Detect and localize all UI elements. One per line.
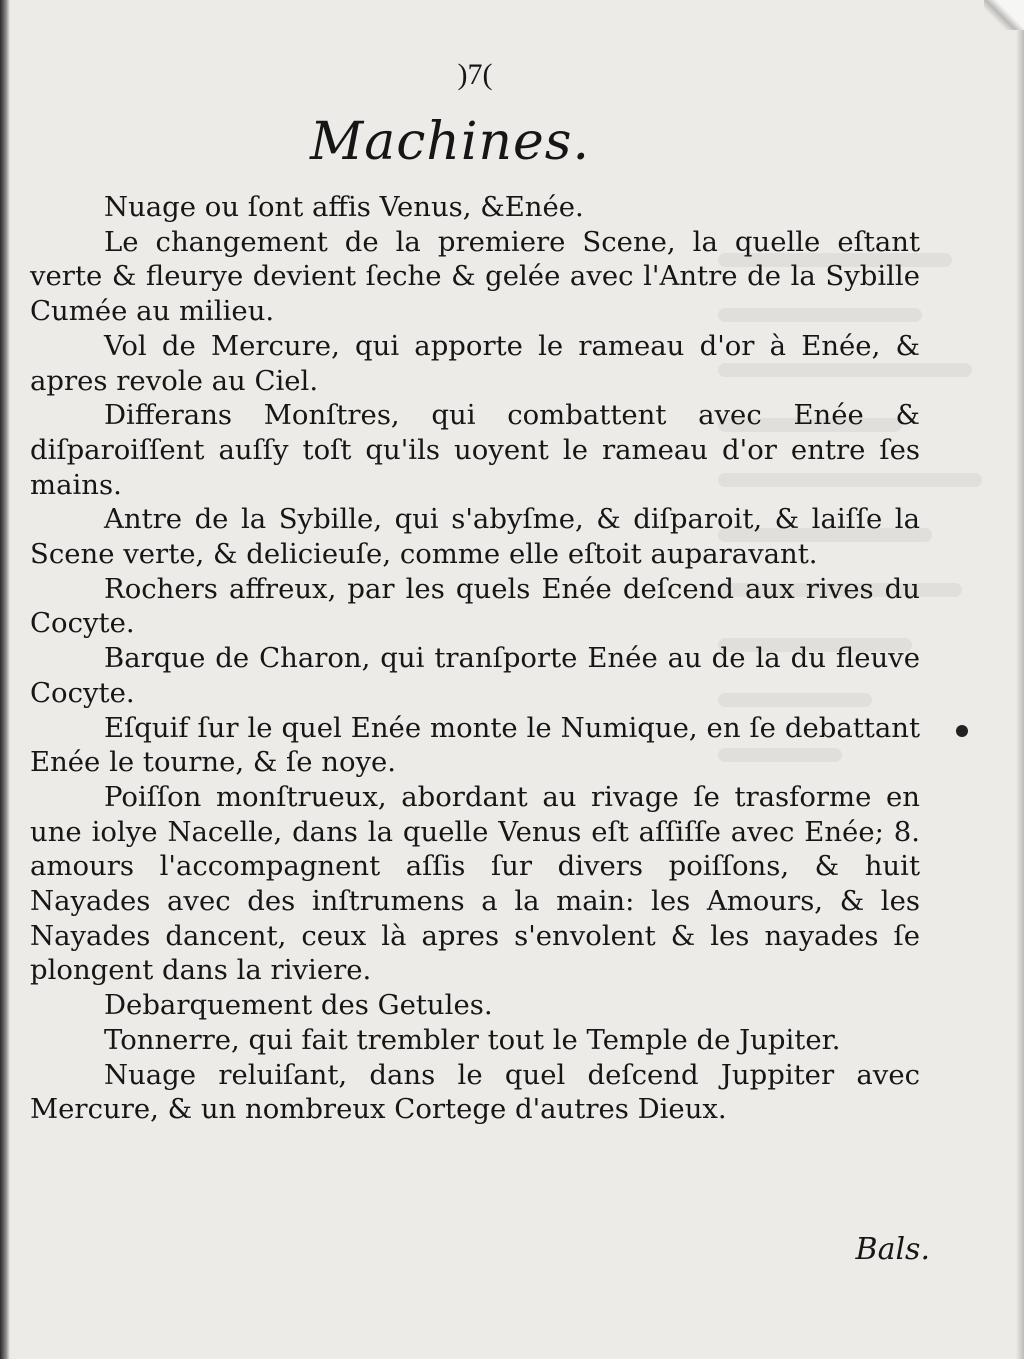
machine-entry: Antre de la Sybille, qui s'abyſme, & diſparoit, & laiſſe la Scene verte, & delicieuſe, comme elle eſtoit auparavant. [30, 503, 920, 571]
page-binding-shadow [0, 0, 10, 1359]
machine-entry: Debarquement des Getules. [104, 989, 493, 1022]
machine-entry: Differans Monſtres, qui combattent avec Enée & diſparoiſſent auſſy toſt qu'ils uoyent le rameau d'or entre ſes mains. [30, 399, 920, 501]
machine-entry: Rochers affreux, par les quels Enée deſcend aux rives du Cocyte. [30, 572, 920, 640]
machines-list [30, 190, 920, 1127]
page-corner-curl [984, 0, 1024, 30]
catchword: Bals. [855, 1232, 930, 1267]
page-edge-shadow [1016, 0, 1024, 1359]
ink-blot [956, 725, 968, 737]
machine-entry: Nuage ou ſont affis Venus, &Enée. [104, 191, 584, 223]
machine-entry: Barque de Charon, qui tranſporte Enée au de la du fleuve Cocyte. [30, 642, 920, 709]
page-title: Machines. [310, 112, 590, 172]
machine-entry: Nuage reluiſant, dans le quel deſcend Juppiter avec Mercure, & un nombreux Cortege d'autres Dieux. [30, 1058, 920, 1126]
page-number: )7( [457, 58, 493, 91]
machine-entry: Le changement de la premiere Scene, la quelle eſtant verte & fleurye devient ſeche & gelée avec l'Antre de la Sybille Cumée au milieu. [30, 225, 920, 328]
machine-entry: Vol de Mercure, qui apporte le rameau d'or à Enée, & apres revole au Ciel. [30, 329, 920, 397]
machine-entry: Eſquif ſur le quel Enée monte le Numique, en ſe debattant Enée le tourne, & ſe noye. [30, 711, 920, 779]
machine-entry: Poiſſon monſtrueux, abordant au rivage ſe trasforme en une iolye Nacelle, dans la quelle Venus eſt aſſiſſe avec Enée; 8. amours l'accompagnent aſſis ſur divers poiſſons, & huit Nayades avec des inſtrumens a la main: les Amours, & les Nayades dancent, ceux là apres s'envolent & les nayades ſe plongent dans la riviere. [30, 780, 920, 987]
machine-entry: Tonnerre, qui fait trembler tout le Temple de Jupiter. [104, 1023, 841, 1056]
